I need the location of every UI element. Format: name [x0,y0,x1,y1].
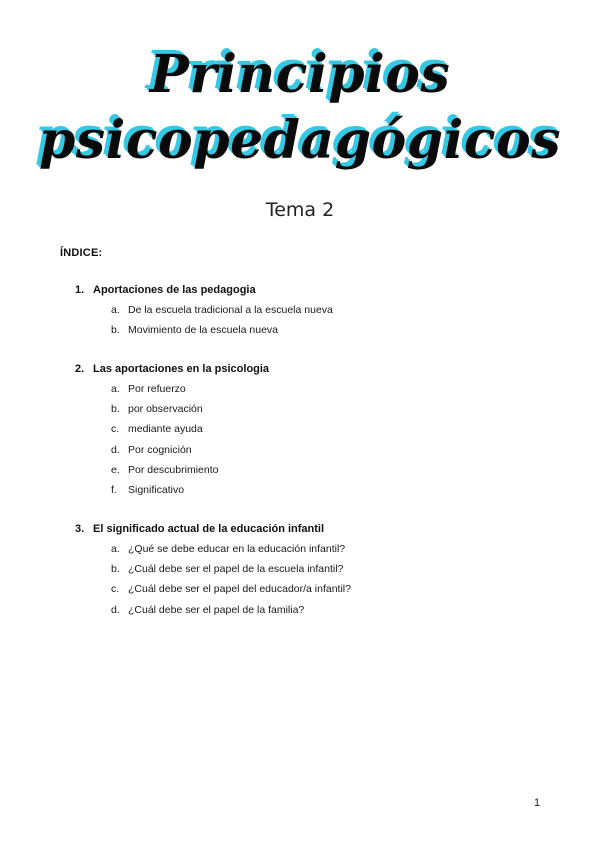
subsection-list [75,379,555,500]
subsection-text: ¿Cuál debe ser el papel de la escuela infantil? [128,563,344,576]
subsection-letter: b. [111,403,120,416]
subsection-item [75,419,555,439]
index-section-1 [75,280,555,340]
subsection-list [75,539,555,620]
section-title-text: Aportaciones de las pedagogia [93,284,256,296]
index-section-3 [75,519,555,620]
subsection-item [75,600,555,620]
subsection-letter: e. [111,463,120,476]
subsection-text: ¿Cuál debe ser el papel de la familia? [128,603,305,616]
index-heading: ÍNDICE: [60,247,103,259]
document-subtitle: Tema 2 [265,199,335,221]
section-title-text: El significado actual de la educación infantil [93,523,325,535]
subsection-letter: a. [111,383,120,395]
title-line-2: psicopedagógicos [38,110,561,171]
subsection-text: ¿Qué se debe educar en la educación infantil? [128,543,346,555]
subsection-item [75,440,555,460]
subsection-text: Por cognición [128,443,192,456]
document-title [0,42,600,174]
subsection-item [75,399,555,419]
subsection-item [75,379,555,399]
subsection-letter: a. [111,543,120,555]
section-number: 2. [75,363,85,375]
subsection-item [75,480,555,500]
section-number: 3. [75,523,85,535]
subsection-text: mediante ayuda [128,423,203,436]
section-title [75,359,555,379]
subsection-text: Por descubrimiento [128,463,219,476]
section-number: 1. [75,284,85,296]
title-line-1: Principios [149,44,451,105]
subsection-list [75,300,555,340]
section-title [75,519,555,539]
subsection-text: De la escuela tradicional a la escuela nueva [128,304,333,316]
subsection-letter: b. [111,563,120,576]
subsection-item [75,300,555,320]
section-title-text: Las aportaciones en la psicologia [93,363,270,375]
subsection-text: ¿Cuál debe ser el papel del educador/a infantil? [128,583,351,596]
subsection-letter: c. [111,423,120,436]
subsection-letter: c. [111,583,120,596]
subsection-letter: d. [111,443,120,456]
index-section-2 [75,359,555,500]
subsection-letter: f. [111,483,117,496]
subsection-letter: a. [111,304,120,316]
subsection-item [75,559,555,579]
subsection-item [75,579,555,599]
subsection-text: Significativo [128,483,185,496]
subsection-item [75,320,555,340]
subsection-item [75,460,555,480]
subsection-text: Por refuerzo [128,383,186,395]
page-number: 1 [534,797,541,809]
subsection-item [75,539,555,559]
subsection-letter: d. [111,603,120,616]
subsection-letter: b. [111,324,120,337]
subsection-text: Movimiento de la escuela nueva [128,324,279,337]
subsection-text: por observación [128,403,203,416]
section-title [75,280,555,300]
